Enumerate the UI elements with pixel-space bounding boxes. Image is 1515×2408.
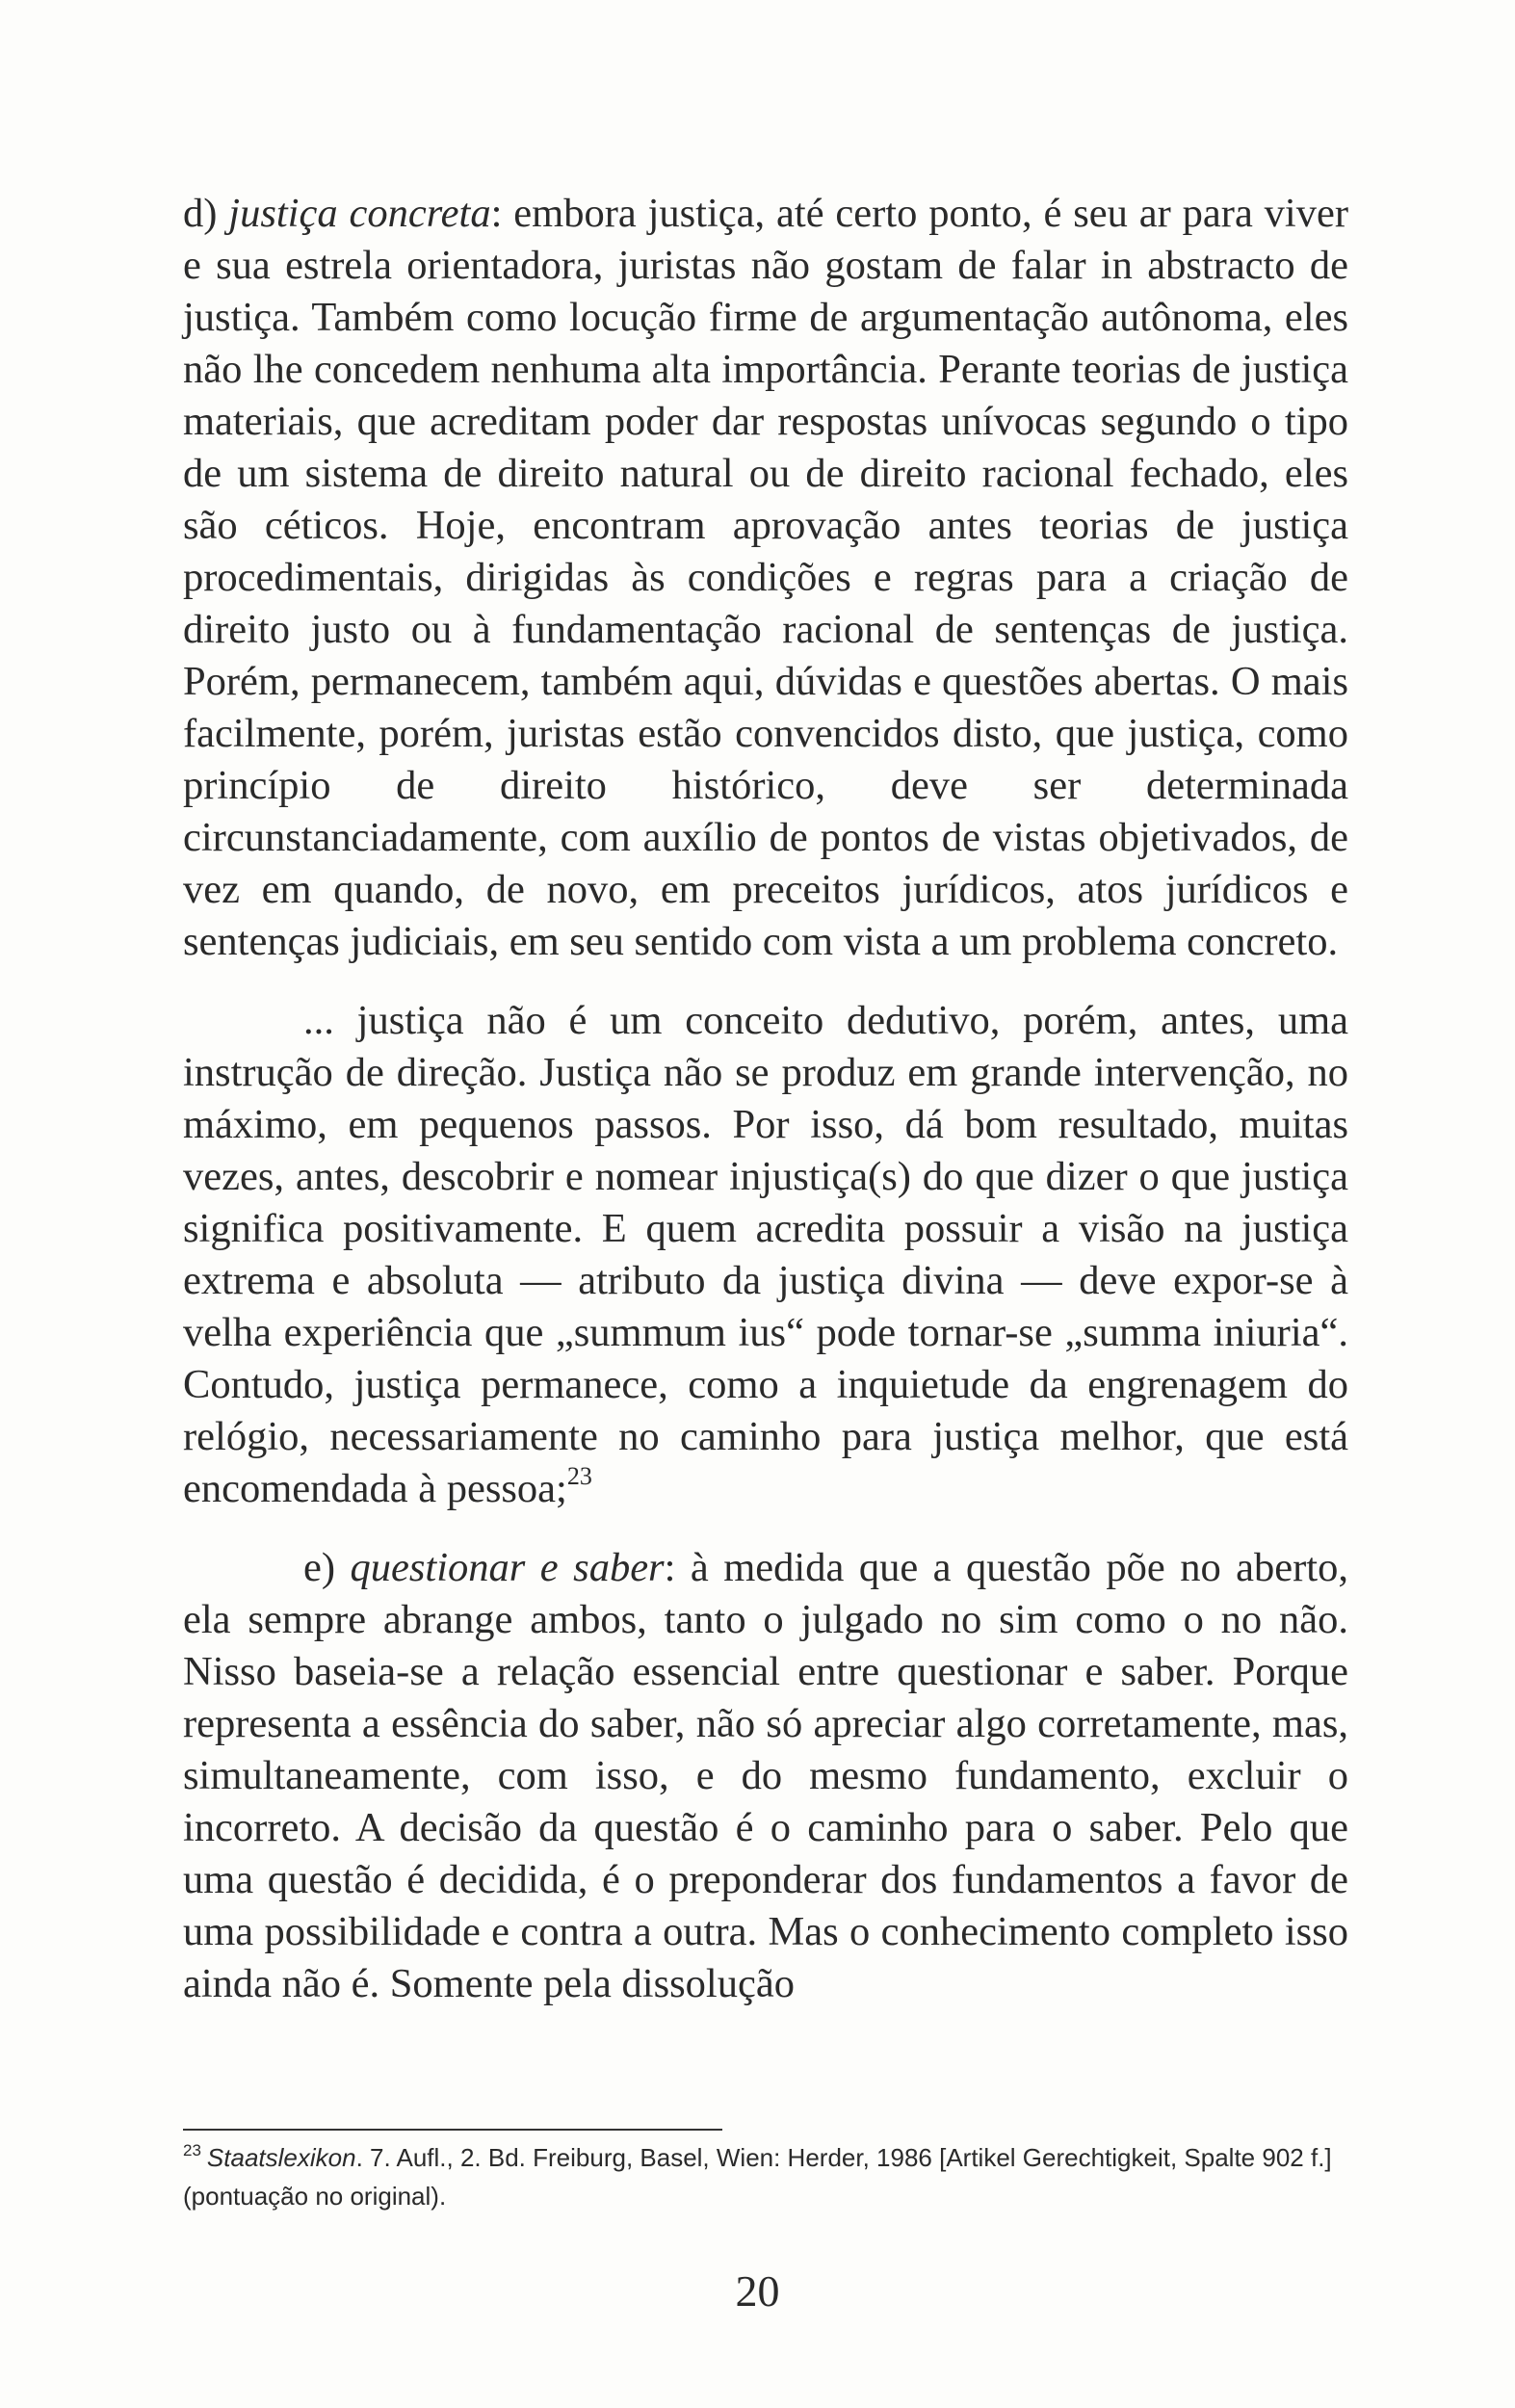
paragraph-d-label: d) xyxy=(183,191,229,236)
page-body xyxy=(183,188,1348,2010)
paragraph-e-text: : à medida que a questão põe no aberto, ela sempre abrange ambos, tanto o julgado no sim como o no não. Nisso baseia-se a relação essencial entre questionar e saber. Porque representa a essência do saber, não só apreciar algo corretamente, mas, simultaneamente, com isso, e do mesmo fundamento, excluir o incorreto. A decisão da questão é o caminho para o saber. Pelo que uma questão é decidida, é o preponderar dos fundamentos a favor de uma possibilidade e contra a outra. Mas o conhecimento completo isso ainda não é. Somente pela dissolução xyxy=(183,1545,1348,2006)
paragraph-d-text: : embora justiça, até certo ponto, é seu ar para viver e sua estrela orientadora, juristas não gostam de falar in abstracto de justiça. Também como locução firme de argumentação autônoma, eles não lhe concedem nenhuma alta importância. Perante teorias de justiça materiais, que acreditam poder dar respostas unívocas segundo o tipo de um sistema de direito natural ou de direito racional fechado, eles são céticos. Hoje, encontram aprovação antes teorias de justiça procedimentais, dirigidas às condições e regras para a criação de direito justo ou à fundamentação racional de sentenças de justiça. Porém, permanecem, também aqui, dúvidas e questões abertas. O mais facilmente, porém, juristas estão convencidos disto, que justiça, como princípio de direito histórico, deve ser determinada circunstanciadamente, com auxílio de pontos de vistas objetivados, de vez em quando, de novo, em preceitos jurídicos, atos jurídicos e sentenças judiciais, em seu sentido com vista a um problema concreto. xyxy=(183,191,1349,964)
footnote-source-title: Staatslexikon xyxy=(206,2143,356,2172)
quote-text: ... justiça não é um conceito dedutivo, porém, antes, uma instrução de direção. Justiça não se produz em grande intervenção, no máximo, em pequenos passos. Por isso, dá bom resultado, muitas vezes, antes, descobrir e nomear injustiça(s) do que dizer o que justiça significa positivamente. E quem acredita possuir a visão na justiça extrema e absoluta — atributo da justiça divina — deve expor-se à velha experiência que „summum ius“ pode tornar-se „summa iniuria“. Contudo, justiça permanece, como a inquietude da engrenagem do relógio, necessariamente no caminho para justiça melhor, que está encomendada à pessoa; xyxy=(183,998,1348,1511)
paragraph-e xyxy=(183,1542,1348,2010)
footnote-reference[interactable]: 23 xyxy=(566,1462,592,1490)
paragraph-e-title: questionar e saber xyxy=(350,1545,665,1590)
paragraph-d xyxy=(183,188,1348,968)
footnote-divider xyxy=(183,2129,722,2131)
page-number: 20 xyxy=(735,2266,780,2316)
quote-paragraph xyxy=(183,995,1348,1515)
paragraph-e-label: e) xyxy=(303,1545,351,1590)
paragraph-d-title: justiça concreta xyxy=(228,191,491,236)
footnote xyxy=(183,2140,1348,2213)
footnote-marker: 23 xyxy=(183,2141,201,2159)
footnote-text: . 7. Aufl., 2. Bd. Freiburg, Basel, Wien: Herder, 1986 [Artikel Gerechtigkeit, Spalte 902 f.] (pontuação no original). xyxy=(183,2143,1332,2211)
